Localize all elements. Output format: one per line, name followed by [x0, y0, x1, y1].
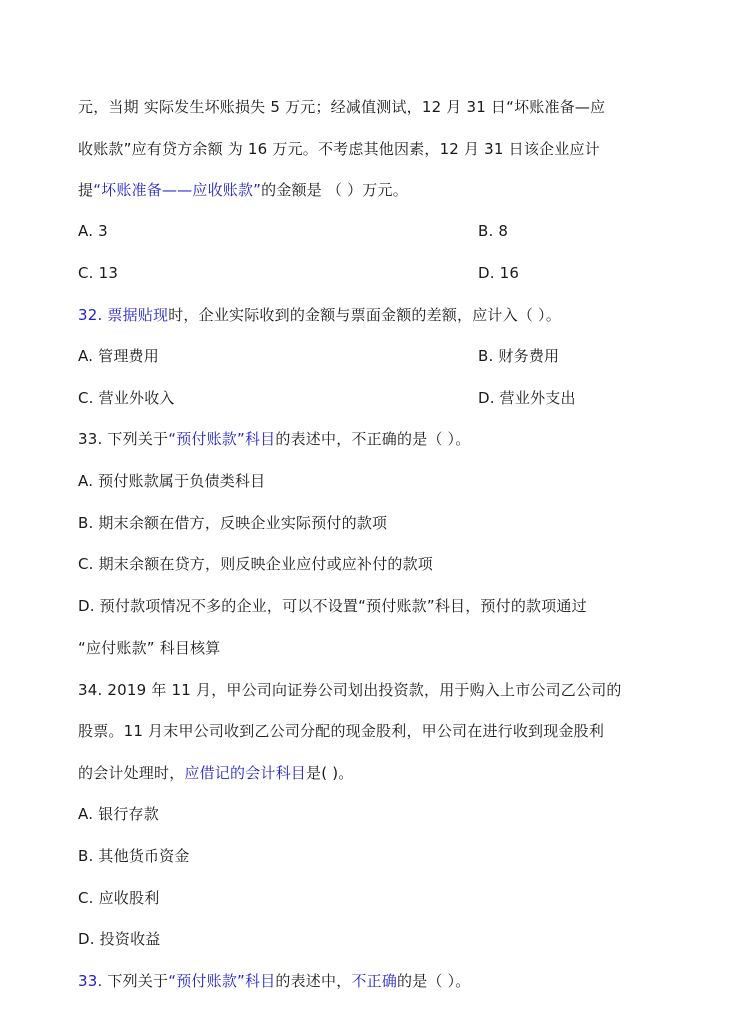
q33b-stem-suffix: 的是（ ）。 [397, 972, 471, 990]
q33-option-d-line-2: “应付账款” 科目核算 [78, 639, 221, 657]
q31-option-a: A. 3 [78, 222, 108, 240]
q33b-number: 33. [78, 972, 103, 990]
q33-option-d-line-1: D. 预付款项情况不多的企业，可以不设置“预付账款”科目，预付的款项通过 [78, 597, 587, 615]
q34-option-d: D. 投资收益 [78, 930, 161, 948]
q33-option-c: C. 期末余额在贷方，则反映企业应付或应补付的款项 [78, 555, 434, 573]
q33b-link-prepaid[interactable]: “预付账款”科目 [168, 972, 276, 990]
q33-option-a: A. 预付账款属于负债类科目 [78, 472, 266, 490]
q33b-stem [78, 971, 471, 991]
q33b-stem-prefix: 下列关于 [102, 972, 169, 990]
q33-stem [78, 429, 470, 449]
q31-link-bad-debt[interactable]: “坏账准备——应收账款” [93, 181, 262, 199]
q31-line-3-suffix: 的金额是 （ ）万元。 [261, 181, 408, 199]
q31-line-2: 收账款”应有贷方余额 为 16 万元。不考虑其他因素，12 月 31 日该企业应计 [78, 140, 600, 158]
q34-line-2: 股票。11 月末甲公司收到乙公司分配的现金股利，甲公司在进行收到现金股利 [78, 722, 605, 740]
q33-stem-suffix: 的表述中，不正确的是（ ）。 [275, 430, 471, 448]
q34-line-1: 34. 2019 年 11 月，甲公司向证券公司划出投资款，用于购入上市公司乙公司的 [78, 681, 622, 699]
q33-option-b: B. 期末余额在借方，反映企业实际预付的款项 [78, 514, 388, 532]
q31-option-b: B. 8 [478, 222, 509, 240]
q34-option-b: B. 其他货币资金 [78, 847, 190, 865]
q34-line-3 [78, 763, 354, 783]
q34-line-3-text: 的会计处理时， [78, 764, 185, 782]
q32-stem [78, 305, 561, 325]
q31-option-d: D. 16 [478, 264, 520, 282]
q34-option-a: A. 银行存款 [78, 805, 159, 823]
q34-line-3-suffix: 是( )。 [306, 764, 354, 782]
q32-option-b: B. 财务费用 [478, 347, 560, 365]
q31-option-c: C. 13 [78, 264, 119, 282]
q32-option-a: A. 管理费用 [78, 347, 159, 365]
q32-link-discount[interactable]: 32. 票据贴现 [78, 306, 169, 324]
q33-stem-prefix: 33. 下列关于 [78, 430, 169, 448]
q31-line-1: 元，当期 实际发生坏账损失 5 万元；经减值测试，12 月 31 日“坏账准备—应 [78, 98, 606, 116]
q32-option-c: C. 营业外收入 [78, 389, 175, 407]
q34-link-debit[interactable]: 应借记的会计科目 [184, 764, 307, 782]
q32-stem-text: 时，企业实际收到的金额与票面金额的差额，应计入（ ）。 [168, 306, 561, 324]
q33-link-prepaid[interactable]: “预付账款”科目 [168, 430, 276, 448]
q34-option-c: C. 应收股利 [78, 889, 160, 907]
q31-line-3-text: 提 [78, 181, 94, 199]
q32-option-d: D. 营业外支出 [478, 389, 576, 407]
q31-line-3 [78, 180, 408, 200]
q33b-stem-mid: 的表述中， [275, 972, 352, 990]
q33b-link-incorrect[interactable]: 不正确 [351, 972, 398, 990]
